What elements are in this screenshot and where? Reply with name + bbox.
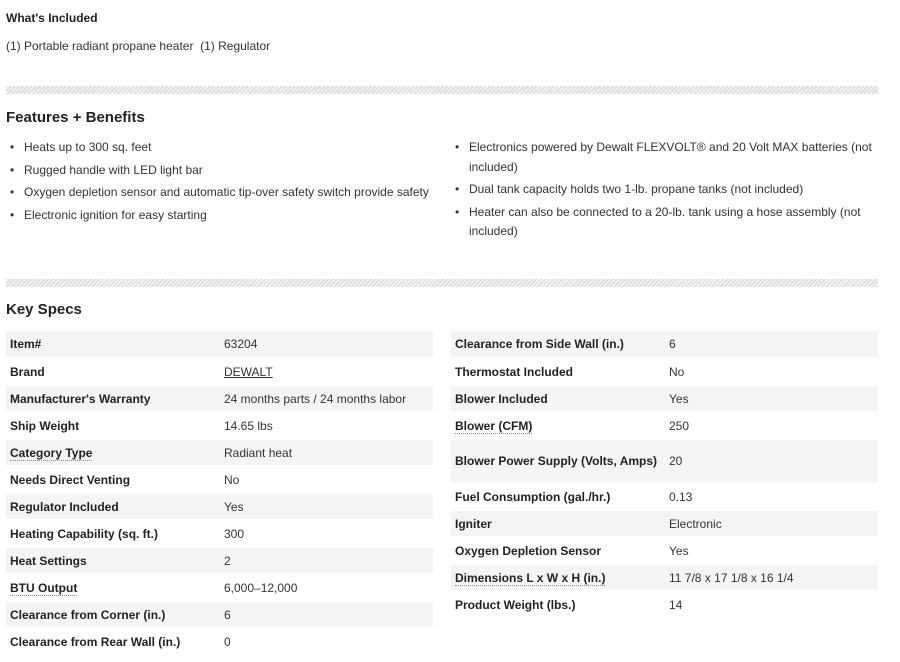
feature-item: • Oxygen depletion sensor and automatic tip-over safety switch provide safety <box>6 183 436 203</box>
spec-key <box>451 412 665 439</box>
table-row <box>6 547 433 574</box>
feature-item: • Dual tank capacity holds two 1-lb. propane tanks (not included) <box>451 180 876 200</box>
spec-value: 2 <box>220 547 433 574</box>
table-row <box>451 537 878 564</box>
table-row <box>6 520 433 547</box>
spec-value: 24 months parts / 24 months labor <box>220 385 433 412</box>
whats-included-title: What's Included <box>6 11 98 25</box>
spec-key: Oxygen Depletion Sensor <box>451 537 665 564</box>
whats-included-text: (1) Portable radiant propane heater (1) Regulator <box>6 39 271 53</box>
spec-value: 14.65 lbs <box>220 412 433 439</box>
table-row <box>451 385 878 412</box>
spec-value: 300 <box>220 520 433 547</box>
spec-key: Needs Direct Venting <box>6 466 220 493</box>
spec-key: Regulator Included <box>6 493 220 520</box>
table-row <box>6 331 433 358</box>
spec-value: 63204 <box>220 331 433 358</box>
spec-key-tooltip[interactable]: Category Type <box>10 445 93 460</box>
spec-key-tooltip[interactable]: Dimensions L x W x H (in.) <box>455 570 606 585</box>
table-row <box>6 628 433 655</box>
spec-key: Clearance from Rear Wall (in.) <box>6 628 220 655</box>
spec-value: 0 <box>220 628 433 655</box>
features-list-left <box>6 138 436 228</box>
spec-key: Blower Power Supply (Volts, Amps) <box>451 439 665 483</box>
table-row <box>451 439 878 483</box>
spec-value: 6 <box>665 331 878 358</box>
spec-value: No <box>665 358 878 385</box>
spec-key: Item# <box>6 331 220 358</box>
table-row <box>451 412 878 439</box>
feature-item: • Heats up to 300 sq. feet <box>6 138 436 158</box>
spec-value: No <box>220 466 433 493</box>
spec-key: Manufacturer's Warranty <box>6 385 220 412</box>
spec-value: 250 <box>665 412 878 439</box>
specs-table-right <box>451 331 878 619</box>
spec-key-tooltip[interactable]: BTU Output <box>10 580 78 595</box>
divider <box>6 86 878 94</box>
table-row <box>6 358 433 385</box>
table-row <box>451 483 878 510</box>
spec-key: Blower Included <box>451 385 665 412</box>
spec-key: Thermostat Included <box>451 358 665 385</box>
spec-key-tooltip[interactable]: Blower (CFM) <box>455 418 533 433</box>
spec-value: 20 <box>665 439 878 483</box>
spec-value: Radiant heat <box>220 439 433 466</box>
spec-key <box>6 574 220 601</box>
table-row <box>6 439 433 466</box>
spec-key: Fuel Consumption (gal./hr.) <box>451 483 665 510</box>
spec-key: Heating Capability (sq. ft.) <box>6 520 220 547</box>
specs-table-left <box>6 331 433 656</box>
brand-link[interactable]: DEWALT <box>224 364 273 379</box>
spec-key <box>6 439 220 466</box>
table-row <box>451 358 878 385</box>
table-row <box>6 466 433 493</box>
table-row <box>6 385 433 412</box>
feature-item: • Heater can also be connected to a 20-lb. tank using a hose assembly (not included) <box>451 203 876 242</box>
spec-key: Igniter <box>451 510 665 537</box>
spec-value: 11 7/8 x 17 1/8 x 16 1/4 <box>665 564 878 591</box>
spec-value: 6 <box>220 601 433 628</box>
table-row <box>451 564 878 591</box>
table-row <box>451 510 878 537</box>
feature-item: • Rugged handle with LED light bar <box>6 161 436 181</box>
spec-key: Ship Weight <box>6 412 220 439</box>
features-list-right <box>451 138 876 245</box>
table-row <box>6 601 433 628</box>
spec-key: Clearance from Side Wall (in.) <box>451 331 665 358</box>
table-row <box>451 591 878 618</box>
key-specs-title: Key Specs <box>6 301 82 318</box>
spec-value: 6,000–12,000 <box>220 574 433 601</box>
spec-key: Product Weight (lbs.) <box>451 591 665 618</box>
features-title: Features + Benefits <box>6 109 145 126</box>
spec-key: Clearance from Corner (in.) <box>6 601 220 628</box>
divider <box>6 279 878 287</box>
feature-item: • Electronic ignition for easy starting <box>6 206 436 226</box>
table-row <box>6 574 433 601</box>
spec-key: Brand <box>6 358 220 385</box>
spec-key: Heat Settings <box>6 547 220 574</box>
table-row <box>6 412 433 439</box>
spec-value: Electronic <box>665 510 878 537</box>
table-row <box>451 331 878 358</box>
feature-item: • Electronics powered by Dewalt FLEXVOLT® and 20 Volt MAX batteries (not included) <box>451 138 876 177</box>
spec-value: Yes <box>220 493 433 520</box>
spec-value: Yes <box>665 385 878 412</box>
spec-value: 0.13 <box>665 483 878 510</box>
spec-key <box>451 564 665 591</box>
table-row <box>6 493 433 520</box>
spec-value: Yes <box>665 537 878 564</box>
spec-value <box>220 358 433 385</box>
spec-value: 14 <box>665 591 878 618</box>
